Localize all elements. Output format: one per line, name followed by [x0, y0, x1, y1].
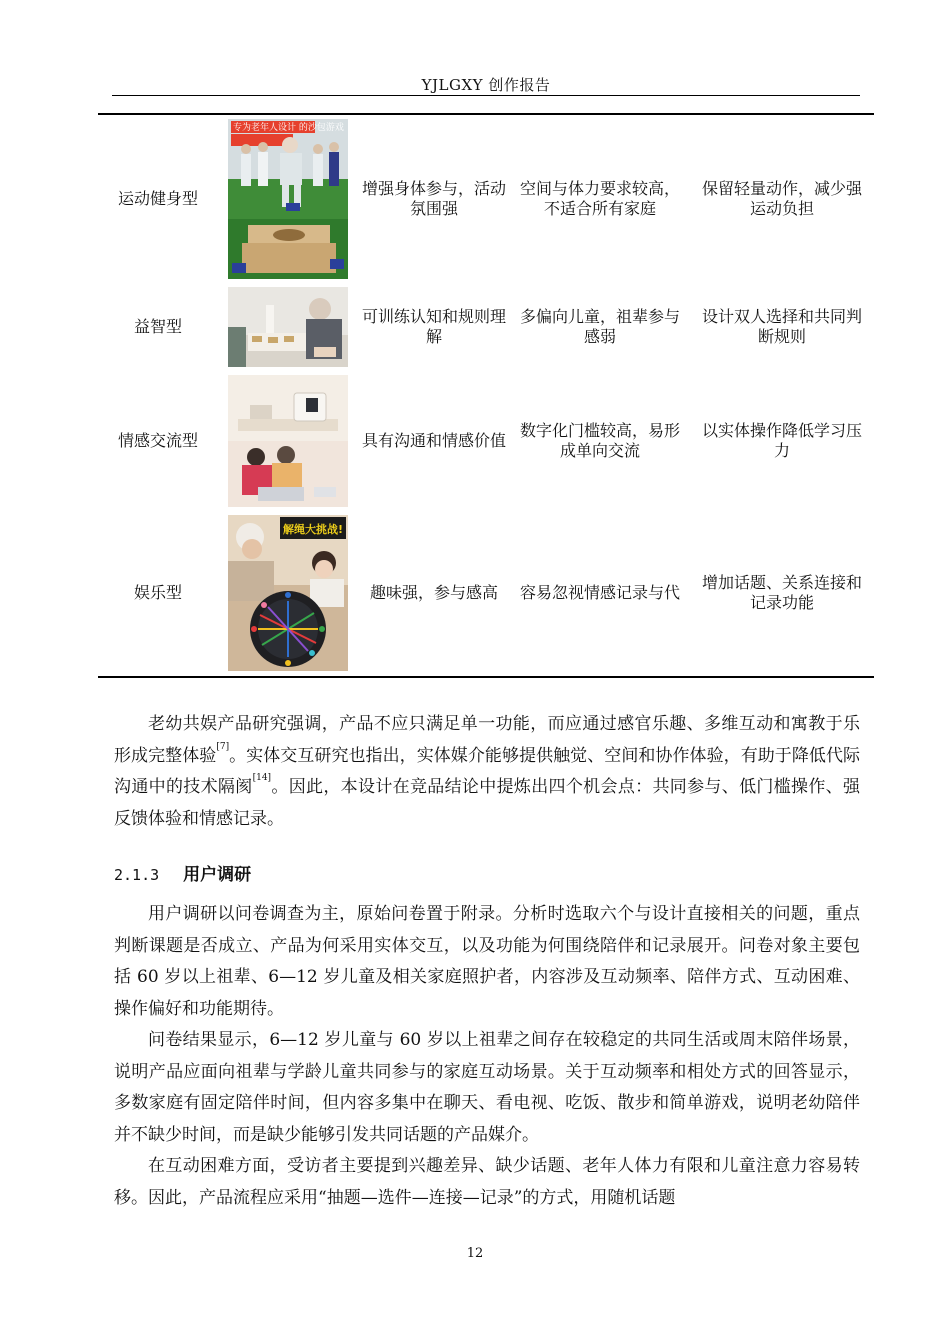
table-row	[98, 118, 874, 280]
section-heading	[114, 860, 251, 885]
product-photo	[228, 374, 348, 508]
page-header: YJLGXY 创作报告	[421, 76, 551, 94]
body-paragraph: 用户调研以问卷调查为主，原始问卷置于附录。分析时选取六个与设计直接相关的问题，重点判断课题是否成立、产品为何采用实体交互，以及功能为何围绕陪伴和记录展开。问卷对象主要包括 60 岁以上祖辈、6—12 岁儿童及相关家庭照护者，内容涉及互动频率、陪伴方式、互动困难、操作偏好和功能期待。	[114, 904, 860, 1019]
weakness-text: 容易忽视情感记录与代	[519, 583, 680, 602]
opportunity-text: 设计双人选择和共同判断规则	[701, 307, 862, 346]
product-type: 情感交流型	[117, 431, 198, 450]
citation[interactable]: [7]	[216, 741, 230, 752]
citation[interactable]: [14]	[252, 773, 272, 783]
image-caption: 解绳大挑战!	[283, 523, 344, 536]
weakness-text: 多偏向儿童，祖辈参与感弱	[519, 307, 680, 346]
product-photo	[228, 286, 348, 368]
product-type: 娱乐型	[133, 583, 182, 602]
table-bottom-rule	[98, 676, 874, 678]
page-number: 12	[466, 1246, 484, 1261]
product-photo	[228, 118, 348, 280]
header-rule	[112, 95, 860, 96]
table-top-rule	[98, 113, 874, 115]
body-paragraph: 老幼共娱产品研究强调，产品不应只满足单一功能，而应通过感官乐趣、多维互动和寓教于乐形成完整体验[7]。实体交互研究也指出，实体媒介能够提供触觉、空间和协作体验，有助于降低代际沟通中的技术隔阂[14]。因此，本设计在竞品结论中提炼出四个机会点：共同参与、低门槛操作、强反馈体验和情感记录。	[114, 714, 861, 829]
section-title: 用户调研	[183, 865, 252, 885]
body-paragraph: 在互动困难方面，受访者主要提到兴趣差异、缺少话题、老年人体力有限和儿童注意力容易转移。因此，产品流程应采用“抽题—选件—连接—记录”的方式，用随机话题	[114, 1156, 860, 1208]
product-type: 运动健身型	[117, 189, 198, 208]
section-number: 2.1.3	[114, 866, 160, 884]
opportunity-text: 增加话题、关系连接和记录功能	[701, 573, 862, 612]
strength-text: 具有沟通和情感价值	[361, 431, 506, 450]
product-photo	[228, 514, 348, 672]
table-row	[98, 514, 874, 672]
strength-text: 可训练认知和规则理解	[361, 307, 506, 346]
strength-text: 增强身体参与，活动氛围强	[361, 179, 506, 218]
body-paragraph: 问卷结果显示，6—12 岁儿童与 60 岁以上祖辈之间存在较稳定的共同生活或周末陪伴场景，说明产品应面向祖辈与学龄儿童共同参与的家庭互动场景。关于互动频率和相处方式的回答显示，多数家庭有固定陪伴时间，但内容多集中在聊天、看电视、吃饭、散步和简单游戏，说明老幼陪伴并不缺少时间，而是缺少能够引发共同话题的产品媒介。	[114, 1030, 860, 1145]
opportunity-text: 以实体操作降低学习压力	[701, 421, 862, 460]
body-text	[114, 899, 860, 1214]
opportunity-text: 保留轻量动作，减少强运动负担	[701, 179, 862, 218]
weakness-text: 数字化门槛较高，易形成单向交流	[519, 421, 680, 460]
weakness-text: 空间与体力要求较高，不适合所有家庭	[519, 179, 680, 218]
image-caption: 专为老年人设计 的沙包游戏	[233, 123, 344, 133]
product-type: 益智型	[133, 317, 182, 336]
strength-text: 趣味强，参与感高	[369, 583, 498, 602]
table-row	[98, 286, 874, 368]
table-row	[98, 374, 874, 508]
